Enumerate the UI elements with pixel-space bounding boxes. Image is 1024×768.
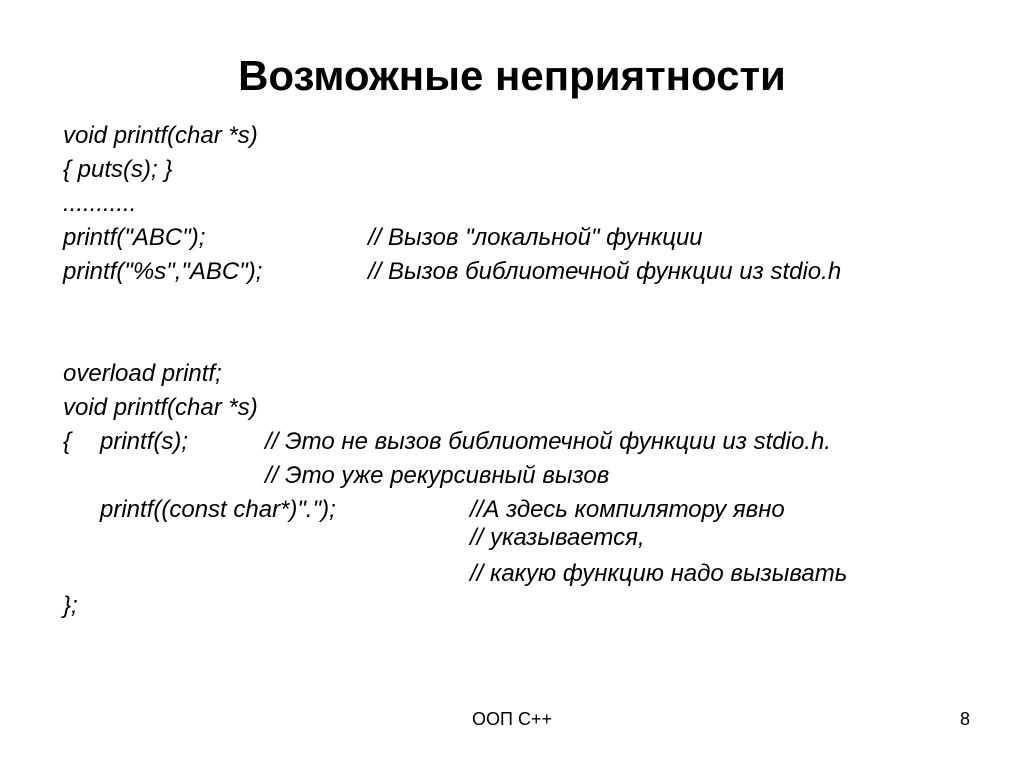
slide-title: Возможные неприятности	[238, 52, 786, 99]
code-line-overload: overload printf;	[63, 360, 222, 387]
code-line-close-brace: };	[63, 592, 78, 619]
code-line-function-signature: void printf(char *s)	[63, 122, 258, 149]
code-line-function-body: { puts(s); }	[63, 156, 173, 183]
code-comment-recursive: // Это уже рекурсивный вызов	[265, 462, 610, 489]
code-comment-not-library: // Это не вызов библиотечной функции из stdio.h.	[265, 428, 831, 455]
code-line-local-call: printf("ABC");	[63, 224, 206, 251]
page-number: 8	[959, 709, 970, 729]
code-comment-library-call: // Вызов библиотечной функции из stdio.h	[368, 258, 842, 285]
footer-course-label: ООП С++	[472, 709, 552, 729]
code-line-recursive-call: printf(s);	[100, 428, 189, 455]
code-line-function-signature-2: void printf(char *s)	[63, 394, 258, 421]
code-comment-explicit-3: // какую функцию надо вызывать	[470, 560, 848, 587]
code-line-library-call: printf("%s","ABC");	[63, 258, 263, 285]
code-comment-local-call: // Вызов "локальной" функции	[368, 224, 703, 251]
code-line-ellipsis: ...........	[63, 190, 137, 217]
code-comment-explicit-2: // указывается,	[470, 524, 645, 551]
code-line-explicit-call: printf((const char*)".");	[100, 496, 336, 523]
code-comment-explicit-1: //А здесь компилятору явно	[470, 496, 785, 523]
code-line-open-brace: {	[63, 428, 72, 455]
